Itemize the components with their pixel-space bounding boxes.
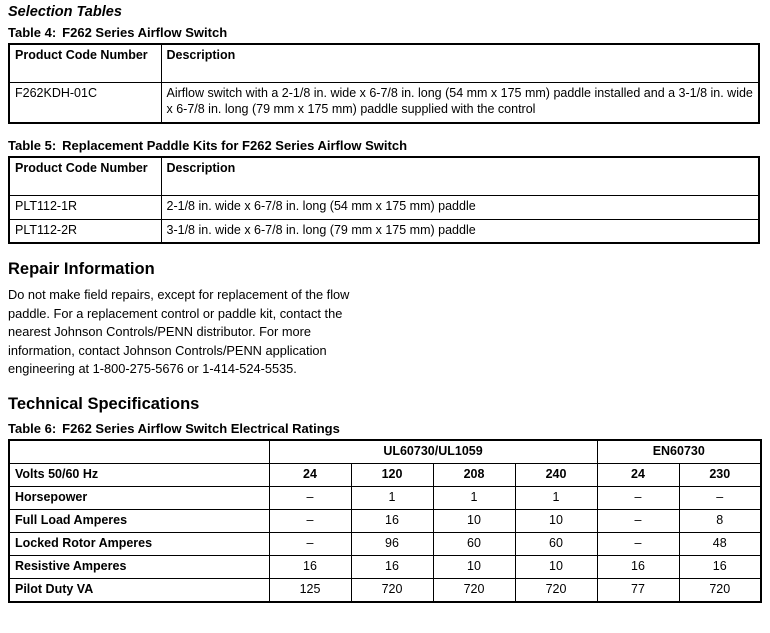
table6-cell: 125 xyxy=(269,578,351,602)
document-page xyxy=(0,4,770,633)
table6-cell: 10 xyxy=(515,509,597,532)
table6-cell: 77 xyxy=(597,578,679,602)
table5-caption xyxy=(8,138,770,153)
table6-cell: 96 xyxy=(351,532,433,555)
table6-voltage-col-6: 230 xyxy=(679,463,761,486)
table6-row-label-pilot-duty-va: Pilot Duty VA xyxy=(9,578,269,602)
table6-cell: 1 xyxy=(433,486,515,509)
table4-cell-description: Airflow switch with a 2-1/8 in. wide x 6-7/8 in. long (54 mm x 175 mm) paddle installed and a 3-1/8 in. wide x 6-7/8 in. long (79 mm x 175 mm) paddle supplied with the control xyxy=(161,83,759,124)
table6-cell: 1 xyxy=(515,486,597,509)
table-row xyxy=(9,157,759,196)
table6-cell: 720 xyxy=(679,578,761,602)
table6-voltage-col-2: 120 xyxy=(351,463,433,486)
table6-row-label-full-load-amperes: Full Load Amperes xyxy=(9,509,269,532)
table6-cell: 8 xyxy=(679,509,761,532)
table6-cell: 16 xyxy=(351,555,433,578)
table6-cell: 1 xyxy=(351,486,433,509)
table4-caption-text: F262 Series Airflow Switch xyxy=(62,25,228,40)
table6-cell: – xyxy=(269,509,351,532)
table5 xyxy=(8,156,760,244)
table6-caption-text: F262 Series Airflow Switch Electrical Ratings xyxy=(62,420,340,436)
table-row xyxy=(9,555,761,578)
table5-header-code: Product Code Number xyxy=(9,157,161,196)
repair-information-heading: Repair Information xyxy=(8,260,155,279)
table4 xyxy=(8,43,760,124)
table6-caption-number: Table 6: xyxy=(8,420,57,436)
table6-cell: 10 xyxy=(433,555,515,578)
table-row xyxy=(9,44,759,83)
table-row xyxy=(9,532,761,555)
technical-specifications-heading: Technical Specifications xyxy=(8,394,200,413)
table5-cell-code-1: PLT112-1R xyxy=(9,196,161,220)
table6-cell: 60 xyxy=(433,532,515,555)
table6-cell: – xyxy=(679,486,761,509)
table6-row-label-horsepower: Horsepower xyxy=(9,486,269,509)
table6-cell: 60 xyxy=(515,532,597,555)
table6-group-header-blank xyxy=(9,440,269,464)
table6-cell: – xyxy=(597,532,679,555)
table6-voltage-col-3: 208 xyxy=(433,463,515,486)
table4-caption xyxy=(8,25,770,40)
table6-cell: 720 xyxy=(351,578,433,602)
table6-voltage-header-row xyxy=(9,463,761,486)
table6-cell: – xyxy=(269,486,351,509)
table6-group-header-en: EN60730 xyxy=(597,440,761,464)
table-row xyxy=(9,83,759,124)
table-row xyxy=(9,219,759,243)
repair-information-text: Do not make field repairs, except for replacement of the flow paddle. For a replacement control or paddle kit, contact the nearest Johnson Controls/PENN distributor. For more information, contact Johnson Controls/PENN application engineering at 1-800-275-5676 or 1-414-524-5535. xyxy=(8,287,350,377)
table4-cell-code: F262KDH-01C xyxy=(9,83,161,124)
table6-cell: – xyxy=(597,486,679,509)
table-row xyxy=(9,486,761,509)
table-row xyxy=(9,578,761,602)
table5-cell-code-2: PLT112-2R xyxy=(9,219,161,243)
table-row xyxy=(9,196,759,220)
table4-header-description: Description xyxy=(161,44,759,83)
table6-cell: 16 xyxy=(597,555,679,578)
table6-cell: 720 xyxy=(433,578,515,602)
table6-electrical-ratings xyxy=(8,439,762,603)
table6-cell: 16 xyxy=(269,555,351,578)
table6-group-header-row xyxy=(9,440,761,464)
table6-cell: 48 xyxy=(679,532,761,555)
table6-voltage-col-4: 240 xyxy=(515,463,597,486)
table4-caption-number: Table 4: xyxy=(8,25,57,40)
table6-voltage-col-5: 24 xyxy=(597,463,679,486)
table5-caption-number: Table 5: xyxy=(8,138,57,153)
table5-cell-description-2: 3-1/8 in. wide x 6-7/8 in. long (79 mm x 175 mm) paddle xyxy=(161,219,759,243)
table6-volts-label: Volts 50/60 Hz xyxy=(9,463,269,486)
table5-header-description: Description xyxy=(161,157,759,196)
table6-cell: 720 xyxy=(515,578,597,602)
table-row xyxy=(9,509,761,532)
section-title: Selection Tables xyxy=(8,4,122,20)
table5-cell-description-1: 2-1/8 in. wide x 6-7/8 in. long (54 mm x 175 mm) paddle xyxy=(161,196,759,220)
table6-row-label-resistive-amperes: Resistive Amperes xyxy=(9,555,269,578)
table6-group-header-ul: UL60730/UL1059 xyxy=(269,440,597,464)
table5-caption-text: Replacement Paddle Kits for F262 Series Airflow Switch xyxy=(62,138,408,153)
table6-cell: – xyxy=(597,509,679,532)
table6-cell: – xyxy=(269,532,351,555)
table6-voltage-col-1: 24 xyxy=(269,463,351,486)
table4-header-code: Product Code Number xyxy=(9,44,161,83)
table6-cell: 10 xyxy=(515,555,597,578)
table6-cell: 10 xyxy=(433,509,515,532)
table6-caption xyxy=(8,421,770,436)
table6-cell: 16 xyxy=(679,555,761,578)
table6-row-label-locked-rotor-amperes: Locked Rotor Amperes xyxy=(9,532,269,555)
table6-cell: 16 xyxy=(351,509,433,532)
